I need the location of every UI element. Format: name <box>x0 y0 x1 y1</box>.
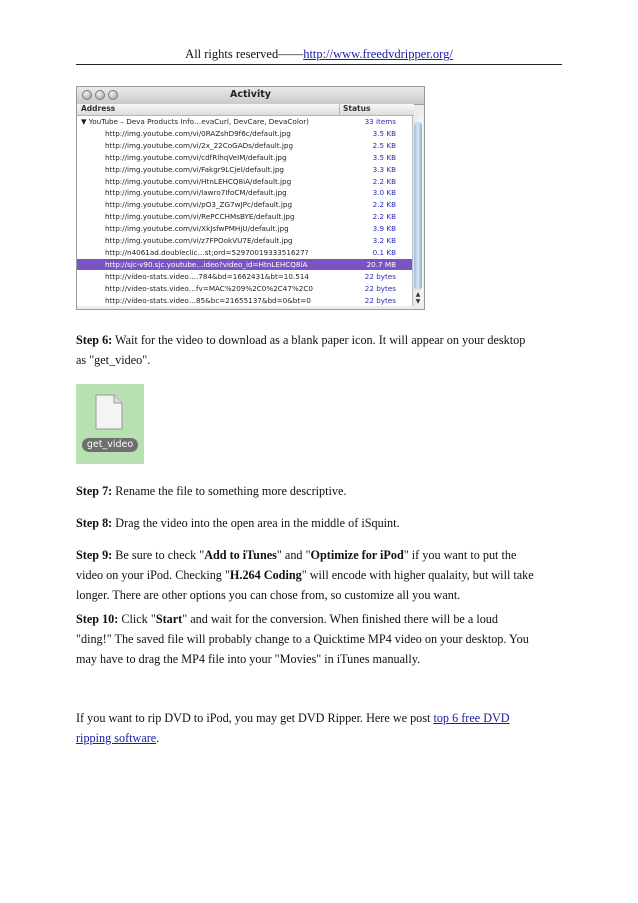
footer-text: If you want to rip DVD to iPod, you may get DVD Ripper. Here we post <box>76 711 434 725</box>
row-address: http://img.youtube.com/vi/Fakgr9LCjeI/default.jpg <box>105 164 284 174</box>
column-header-bar <box>77 104 414 116</box>
step-9-text: Be sure to check " <box>112 548 205 562</box>
row-address: ▼ YouTube – Deva Products Info…evaCurl, DevCare, DevaColor) <box>81 117 309 126</box>
scroll-down-arrow-icon[interactable]: ▼ <box>415 298 421 305</box>
activity-row[interactable] <box>77 247 414 258</box>
activity-row[interactable] <box>77 223 414 234</box>
row-address: http://video-stats.video…fv=MAC%209%2C0%2C47%2C0 <box>105 283 313 293</box>
step-10-label: Step 10: <box>76 612 119 626</box>
row-address: http://img.youtube.com/vi/HtnLEHCQ8iA/default.jpg <box>105 176 292 186</box>
row-status: 2.5 KB <box>372 140 396 150</box>
start-button-reference: Start <box>155 612 183 626</box>
row-address: http://video-stats.video….784&bd=1662431&bt=10.514 <box>105 271 309 281</box>
row-address: http://sjc-v90.sjc.youtube…ideo?video_id=HtnLEHCQ8iA <box>105 259 308 269</box>
step-10-paragraph <box>76 609 566 669</box>
page-header <box>76 46 562 62</box>
activity-group-row[interactable] <box>77 116 414 127</box>
step-7-label: Step 7: <box>76 484 113 498</box>
step-8-label: Step 8: <box>76 516 113 530</box>
activity-row[interactable] <box>77 271 414 282</box>
step-9-text: " will encode with higher qualaity, but will take <box>301 568 534 582</box>
activity-row[interactable] <box>77 164 414 175</box>
row-address: http://img.youtube.com/vi/cdfRlhqVeIM/default.jpg <box>105 152 287 162</box>
header-rights-text: All rights reserved <box>185 47 279 61</box>
header-dash: —— <box>278 47 304 61</box>
step-9-label: Step 9: <box>76 548 113 562</box>
row-status: 20.7 MB <box>366 259 396 269</box>
row-status: 0.1 KB <box>372 247 396 257</box>
row-status: 3.5 KB <box>372 152 396 162</box>
row-status: 2.2 KB <box>372 176 396 186</box>
step-8-paragraph <box>76 513 566 533</box>
footer-period: . <box>156 731 160 745</box>
activity-row[interactable] <box>77 211 414 222</box>
optimize-for-ipod-option: Optimize for iPod <box>310 548 404 562</box>
activity-row[interactable] <box>77 176 414 187</box>
step-9-text: longer. There are other options you can chose from, so customize all you want. <box>76 588 461 602</box>
activity-row[interactable] <box>77 235 414 246</box>
activity-row[interactable] <box>77 295 414 306</box>
column-header-address[interactable]: Address <box>81 104 116 113</box>
ripping-software-link[interactable]: ripping software <box>76 731 157 745</box>
vertical-scrollbar[interactable] <box>412 116 423 306</box>
step-10-text: " and wait for the conversion. When finished there will be a loud <box>182 612 498 626</box>
row-address: http://img.youtube.com/vi/0RAZshD9f6c/default.jpg <box>105 128 291 138</box>
top-6-dvd-link[interactable]: top 6 free DVD <box>433 711 510 725</box>
activity-row[interactable] <box>77 128 414 139</box>
row-status: 3.5 KB <box>372 128 396 138</box>
row-status: 3.3 KB <box>372 164 396 174</box>
row-status: 22 bytes <box>364 283 396 293</box>
header-divider <box>76 64 562 65</box>
activity-row[interactable] <box>77 152 414 163</box>
row-address: http://img.youtube.com/vi/Iawro7IfoCM/default.jpg <box>105 188 287 198</box>
activity-window <box>76 86 425 310</box>
step-10-text: Click " <box>118 612 156 626</box>
activity-row[interactable] <box>77 187 414 198</box>
step-7-text: Rename the file to something more descriptive. <box>112 484 347 498</box>
activity-row[interactable] <box>77 283 414 294</box>
h264-coding-option: H.264 Coding <box>229 568 302 582</box>
step-9-text: " and " <box>276 548 311 562</box>
scroll-up-arrow-icon[interactable]: ▲ <box>415 291 421 298</box>
activity-row[interactable] <box>77 140 414 151</box>
row-status: 2.2 KB <box>372 200 396 210</box>
step-7-paragraph <box>76 481 566 501</box>
row-status: 33 items <box>364 117 396 126</box>
header-site-link[interactable]: http://www.freedvdripper.org/ <box>303 47 453 61</box>
window-titlebar <box>77 87 424 105</box>
row-address: http://video-stats.video…85&bc=21655137&bd=0&bt=0 <box>105 295 311 305</box>
row-address: http://img.youtube.com/vi/z7FPOokVU7E/default.jpg <box>105 236 293 245</box>
step-6-label: Step 6: <box>76 333 113 347</box>
step-8-text: Drag the video into the open area in the middle of iSquint. <box>112 516 400 530</box>
row-address: http://img.youtube.com/vi/XkJsfwPMHjU/default.jpg <box>105 224 289 234</box>
row-status: 3.9 KB <box>372 224 396 234</box>
row-status: 3.2 KB <box>372 236 396 245</box>
step-9-text: video on your iPod. Checking " <box>76 568 230 582</box>
row-status: 2.2 KB <box>372 212 396 222</box>
blank-document-icon <box>94 394 124 430</box>
step-9-text: " if you want to put the <box>403 548 517 562</box>
row-status: 22 bytes <box>364 295 396 305</box>
file-name-label: get_video <box>82 438 138 452</box>
step-9-paragraph <box>76 545 566 605</box>
row-address: http://n4061ad.doubleclic…st;ord=5297001933351627? <box>105 247 309 257</box>
step-10-text: may have to drag the MP4 file into your "Movies" in iTunes manually. <box>76 652 421 666</box>
row-status: 22 bytes <box>364 271 396 281</box>
row-address: http://img.youtube.com/vi/pO3_ZG7wJPc/default.jpg <box>105 200 293 210</box>
add-to-itunes-option: Add to iTunes <box>204 548 277 562</box>
activity-list <box>77 116 414 306</box>
footer-paragraph <box>76 708 566 748</box>
step-10-text: "ding!" The saved file will probably change to a Quicktime MP4 video on your desktop. You <box>76 632 529 646</box>
scrollbar-thumb[interactable] <box>414 122 422 290</box>
column-header-status[interactable]: Status <box>339 104 370 115</box>
window-title: Activity <box>230 89 271 100</box>
step-6-text-line2: as "get_video". <box>76 353 151 367</box>
row-address: http://img.youtube.com/vi/RePCCHMsBYE/default.jpg <box>105 212 295 222</box>
activity-row[interactable] <box>77 259 414 270</box>
row-address: http://img.youtube.com/vi/2x_22CoGADs/default.jpg <box>105 140 294 150</box>
step-6-text-line1: Wait for the video to download as a blank paper icon. It will appear on your desktop <box>112 333 526 347</box>
file-icon-illustration <box>76 384 144 464</box>
row-status: 3.0 KB <box>372 188 396 198</box>
activity-row[interactable] <box>77 199 414 210</box>
step-6-paragraph <box>76 330 566 370</box>
